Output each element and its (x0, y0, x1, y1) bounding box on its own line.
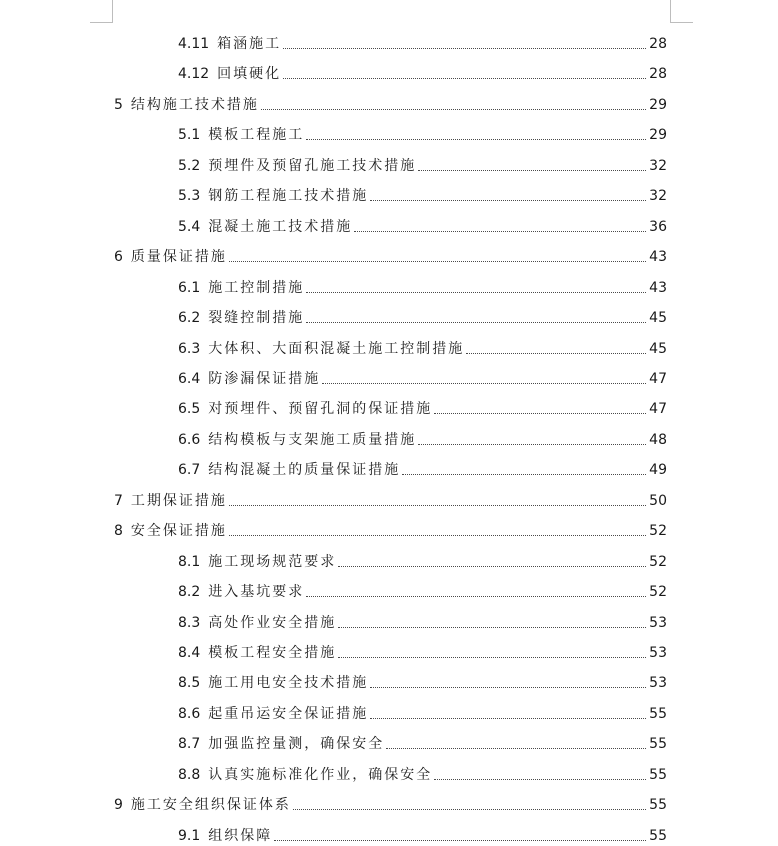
toc-entry-number: 5.4 (178, 218, 201, 235)
toc-dot-leader (386, 747, 646, 749)
toc-entry-number: 6.1 (178, 279, 201, 296)
toc-page-number: 52 (649, 523, 667, 540)
toc-section-entry[interactable] (114, 243, 667, 265)
toc-entry-number: 4.12 (178, 66, 210, 83)
toc-entry-title: 回填硬化 (217, 66, 282, 83)
toc-subsection-entry[interactable] (178, 182, 667, 204)
toc-entry-title: 对预埋件、预留孔洞的保证措施 (208, 401, 433, 418)
toc-subsection-entry[interactable] (178, 639, 667, 661)
toc-entry-title: 防渗漏保证措施 (208, 370, 321, 387)
toc-entry-title: 结构模板与支架施工质量措施 (208, 431, 417, 448)
toc-page-number: 29 (649, 127, 667, 144)
toc-entry-title: 进入基坑要求 (208, 584, 305, 601)
toc-dot-leader (370, 717, 646, 719)
toc-entry-title: 施工用电安全技术措施 (208, 675, 369, 692)
toc-page-number: 43 (649, 279, 667, 296)
toc-entry-title: 高处作业安全措施 (208, 614, 337, 631)
toc-dot-leader (338, 565, 646, 567)
toc-dot-leader (338, 656, 646, 658)
toc-entry-number: 6.4 (178, 370, 201, 387)
toc-page-number: 53 (649, 645, 667, 661)
toc-entry-number: 5.2 (178, 157, 201, 174)
toc-page-number: 55 (649, 705, 667, 722)
toc-subsection-entry[interactable] (178, 669, 667, 691)
toc-entry-title: 模板工程施工 (208, 127, 305, 144)
toc-entry-number: 8.4 (178, 645, 201, 661)
toc-dot-leader (434, 412, 646, 414)
toc-page-number: 32 (649, 188, 667, 205)
toc-dot-leader (283, 47, 646, 49)
toc-dot-leader (229, 534, 646, 536)
toc-dot-leader (402, 473, 646, 475)
toc-dot-leader (418, 443, 646, 445)
toc-page-number: 47 (649, 370, 667, 387)
toc-dot-leader (370, 686, 646, 688)
toc-dot-leader (466, 352, 646, 354)
toc-entry-title: 结构施工技术措施 (130, 96, 259, 113)
toc-entry-title: 混凝土施工技术措施 (208, 218, 353, 235)
toc-entry-number: 6.5 (178, 401, 201, 418)
toc-entry-title: 起重吊运安全保证措施 (208, 705, 369, 722)
toc-subsection-entry[interactable] (178, 730, 667, 752)
toc-page-number: 52 (649, 584, 667, 601)
toc-entry-number: 4.11 (178, 36, 210, 52)
toc-page-number: 55 (649, 797, 667, 814)
toc-entry-number: 8.5 (178, 675, 201, 692)
toc-page-number: 32 (649, 157, 667, 174)
toc-subsection-entry[interactable] (178, 60, 667, 82)
toc-entry-title: 施工安全组织保证体系 (130, 797, 291, 814)
toc-subsection-entry[interactable] (178, 152, 667, 174)
toc-section-entry[interactable] (114, 487, 667, 509)
toc-entry-title: 箱涵施工 (217, 36, 282, 52)
toc-subsection-entry[interactable] (178, 365, 667, 387)
toc-entry-title: 质量保证措施 (130, 249, 227, 266)
toc-page-number: 52 (649, 553, 667, 570)
toc-dot-leader (306, 291, 646, 293)
toc-page-number: 45 (649, 310, 667, 327)
toc-dot-leader (306, 595, 646, 597)
toc-page-number: 47 (649, 401, 667, 418)
toc-subsection-entry[interactable] (178, 548, 667, 570)
toc-page-number: 49 (649, 462, 667, 479)
toc-page-number: 50 (649, 492, 667, 509)
toc-page-number: 29 (649, 96, 667, 113)
toc-dot-leader (261, 108, 646, 110)
toc-dot-leader (370, 199, 646, 201)
toc-entry-number: 6.6 (178, 431, 201, 448)
toc-page-number: 53 (649, 675, 667, 692)
toc-section-entry[interactable] (114, 517, 667, 539)
toc-subsection-entry[interactable] (178, 274, 667, 296)
toc-entry-title: 施工现场规范要求 (208, 553, 337, 570)
toc-subsection-entry[interactable] (178, 304, 667, 326)
toc-section-entry[interactable] (114, 791, 667, 813)
toc-dot-leader (338, 626, 646, 628)
toc-page-number: 53 (649, 614, 667, 631)
toc-entry-number: 6.7 (178, 462, 201, 479)
toc-dot-leader (418, 169, 646, 171)
toc-entry-number: 5 (114, 96, 123, 113)
toc-subsection-entry[interactable] (178, 335, 667, 357)
toc-dot-leader (354, 230, 646, 232)
toc-entry-number: 9 (114, 797, 123, 814)
toc-page-number: 28 (649, 66, 667, 83)
toc-subsection-entry[interactable] (178, 395, 667, 417)
toc-entry-number: 5.3 (178, 188, 201, 205)
toc-entry-number: 7 (114, 492, 123, 509)
toc-entry-title: 认真实施标准化作业，确保安全 (208, 766, 433, 783)
toc-entry-number: 8.3 (178, 614, 201, 631)
toc-entry-number: 8.1 (178, 553, 201, 570)
toc-subsection-entry[interactable] (178, 426, 667, 448)
toc-section-entry[interactable] (114, 91, 667, 113)
toc-page-number: 55 (649, 766, 667, 783)
toc-entry-title: 预埋件及预留孔施工技术措施 (208, 157, 417, 174)
toc-entry-number: 8.8 (178, 766, 201, 783)
top-left-crop-mark (90, 0, 113, 23)
toc-entry-number: 8.7 (178, 736, 201, 753)
toc-entry-number: 9.1 (178, 827, 201, 844)
toc-page-number: 55 (649, 736, 667, 753)
toc-subsection-entry[interactable] (178, 761, 667, 783)
top-right-crop-mark (670, 0, 693, 23)
toc-dot-leader (322, 382, 646, 384)
toc-page-number: 55 (649, 827, 667, 844)
toc-dot-leader (306, 321, 646, 323)
toc-subsection-entry[interactable] (178, 213, 667, 235)
toc-entry-number: 5.1 (178, 127, 201, 144)
toc-page-number: 36 (649, 218, 667, 235)
toc-entry-number: 8 (114, 523, 123, 540)
toc-subsection-entry[interactable] (178, 700, 667, 722)
toc-page-number: 45 (649, 340, 667, 357)
toc-entry-title: 施工控制措施 (208, 279, 305, 296)
toc-entry-title: 组织保障 (208, 827, 273, 844)
toc-subsection-entry[interactable] (178, 456, 667, 478)
toc-page-number: 28 (649, 36, 667, 52)
toc-entry-number: 6.3 (178, 340, 201, 357)
toc-dot-leader (306, 138, 646, 140)
toc-dot-leader (434, 778, 646, 780)
toc-subsection-entry[interactable] (178, 578, 667, 600)
toc-entry-number: 6 (114, 249, 123, 266)
toc-entry-title: 钢筋工程施工技术措施 (208, 188, 369, 205)
toc-entry-title: 大体积、大面积混凝土施工控制措施 (208, 340, 465, 357)
toc-subsection-entry[interactable] (178, 822, 667, 844)
toc-entry-title: 结构混凝土的质量保证措施 (208, 462, 401, 479)
toc-dot-leader (229, 260, 646, 262)
toc-entry-number: 8.2 (178, 584, 201, 601)
toc-entry-title: 裂缝控制措施 (208, 310, 305, 327)
toc-entry-title: 模板工程安全措施 (208, 645, 337, 661)
toc-dot-leader (274, 839, 646, 841)
toc-dot-leader (229, 504, 646, 506)
toc-entry-number: 8.6 (178, 705, 201, 722)
toc-entry-number: 6.2 (178, 310, 201, 327)
toc-subsection-entry[interactable] (178, 609, 667, 631)
toc-entry-title: 安全保证措施 (130, 523, 227, 540)
toc-entry-title: 加强监控量测，确保安全 (208, 736, 385, 753)
toc-dot-leader (293, 808, 646, 810)
toc-subsection-entry[interactable] (178, 121, 667, 143)
toc-page-number: 48 (649, 431, 667, 448)
toc-dot-leader (283, 77, 646, 79)
toc-entry-title: 工期保证措施 (130, 492, 227, 509)
toc-subsection-entry[interactable] (178, 30, 667, 52)
toc-page-number: 43 (649, 249, 667, 266)
